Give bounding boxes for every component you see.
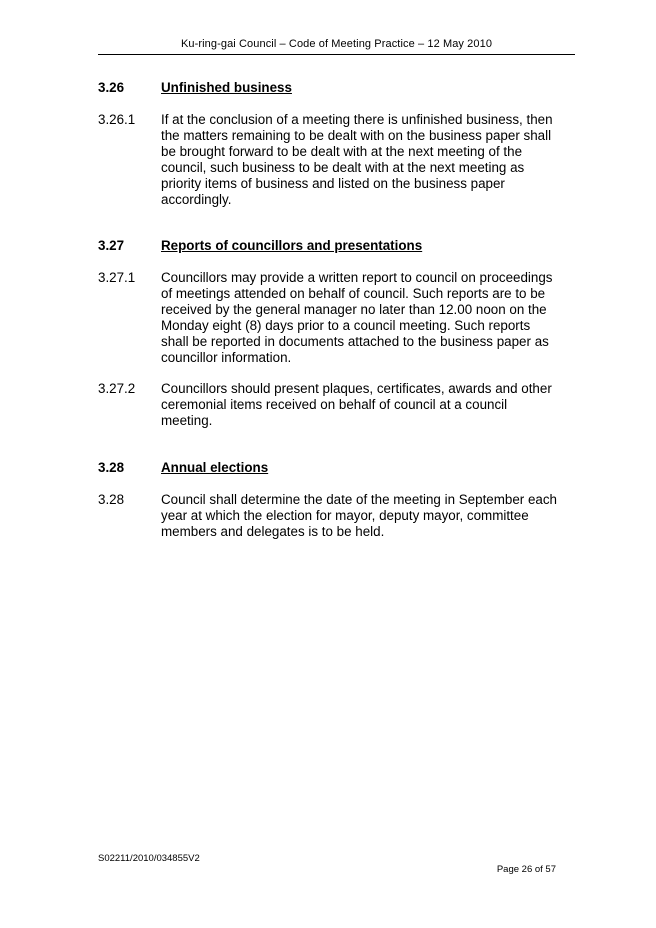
clause-number: 3.28	[98, 492, 125, 507]
clause-text: Councillors may provide a written report to council on proceedings of meetings attended on behalf of council. Such reports are to be received by the general manager no later than 12.00 noon on the Monday eight (8) days prior to a council meeting. Such reports shall be reported in documents attached to the business paper as councillor information.	[161, 270, 553, 365]
section-number: 3.28	[98, 460, 125, 475]
section-number: 3.26	[98, 80, 125, 95]
section-title: Unfinished business	[161, 80, 292, 95]
clause-text: Council shall determine the date of the meeting in September each year at which the election for mayor, deputy mayor, committee members and delegates is to be held.	[161, 492, 558, 539]
clause-number: 3.26.1	[98, 112, 136, 127]
section-heading-3-27	[98, 238, 422, 253]
document-reference: S02211/2010/034855V2	[98, 853, 200, 864]
clause-text: Councillors should present plaques, certificates, awards and other ceremonial items received on behalf of council at a council meeting.	[161, 381, 552, 428]
section-heading-3-26	[98, 80, 292, 95]
section-title: Reports of councillors and presentations	[161, 238, 423, 253]
page-header: Ku-ring-gai Council – Code of Meeting Practice – 12 May 2010	[180, 38, 493, 50]
clause-number: 3.27.1	[98, 270, 136, 285]
clause-number: 3.27.2	[98, 381, 136, 396]
header-divider	[98, 54, 575, 55]
section-title: Annual elections	[161, 460, 269, 475]
page-number: Page 26 of 57	[496, 864, 556, 875]
section-heading-3-28	[98, 460, 268, 475]
section-number: 3.27	[98, 238, 125, 253]
clause-text: If at the conclusion of a meeting there is unfinished business, then the matters remaining to be dealt with on the business paper shall be brought forward to be dealt with at the next meeting of the council, such business to be dealt with at the next meeting as priority items of business and listed on the business paper accordingly.	[161, 112, 553, 207]
